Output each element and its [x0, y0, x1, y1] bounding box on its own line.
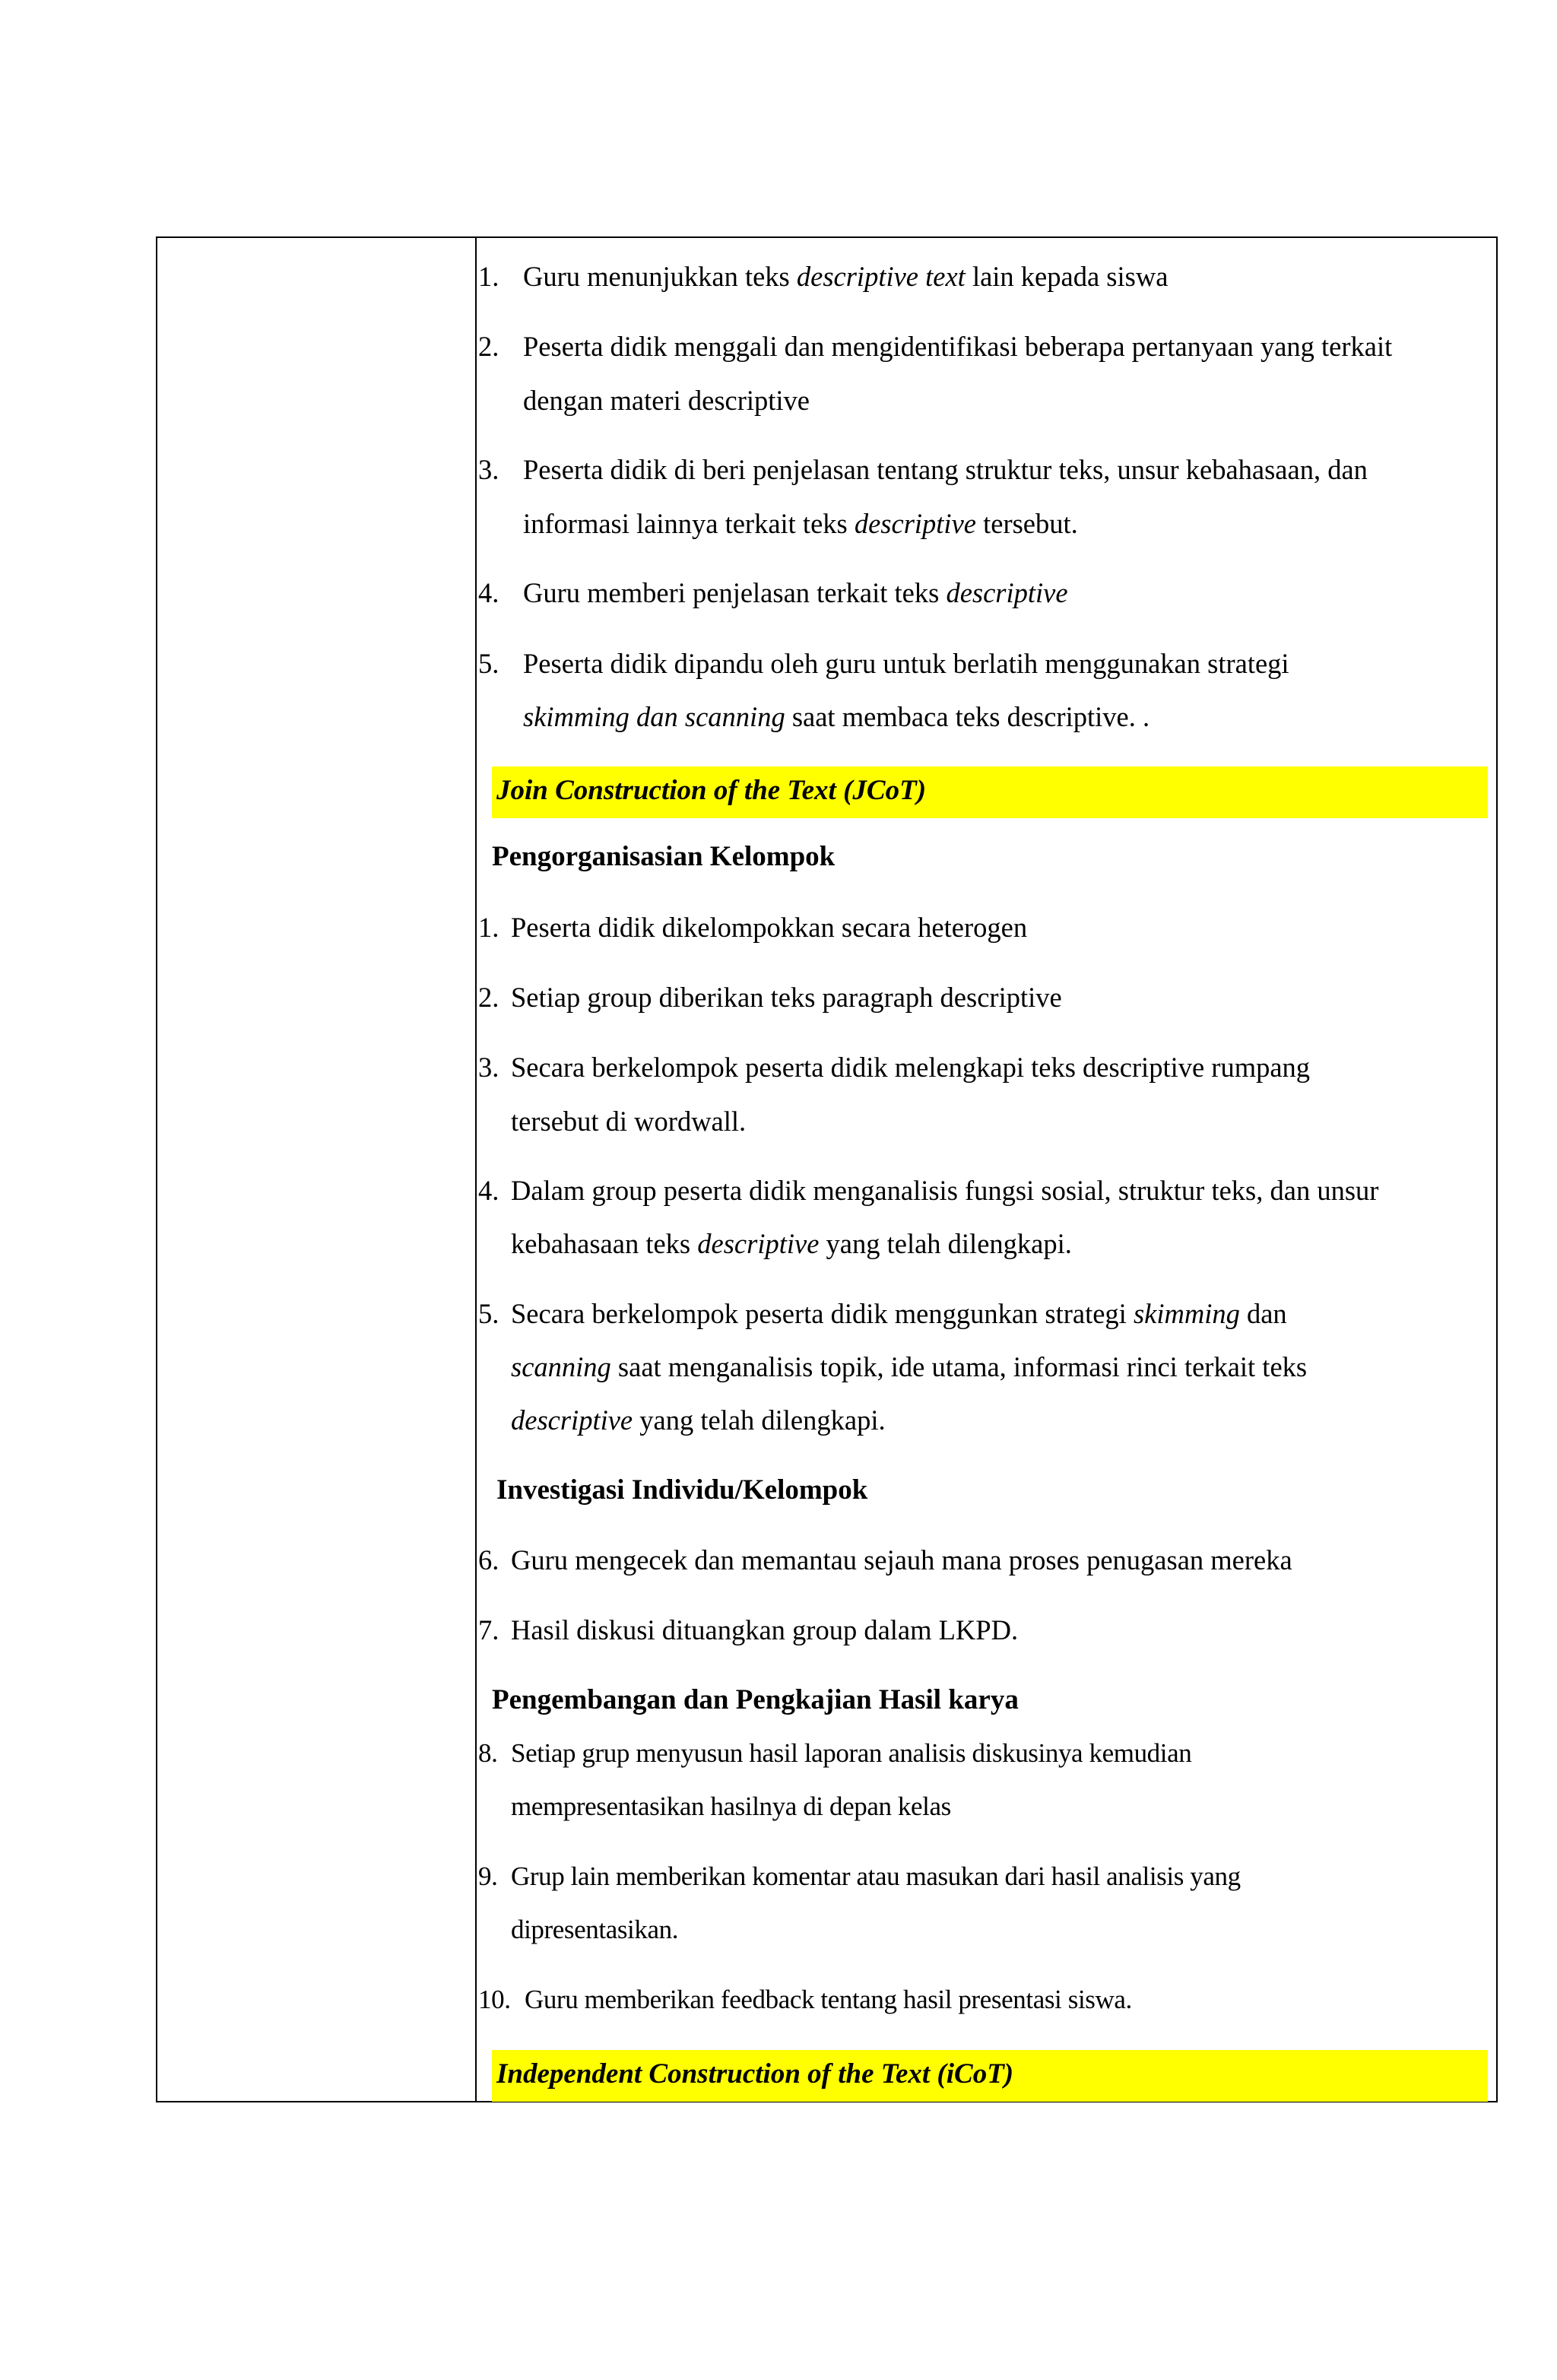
list-number: 1. — [478, 261, 499, 292]
list-item-text: tersebut di wordwall. — [511, 1106, 747, 1137]
italic-term: descriptive — [854, 508, 976, 539]
list-number: 5. — [478, 648, 499, 679]
list-number: 9. — [478, 1861, 498, 1891]
section-heading-pengembangan: Pengembangan dan Pengkajian Hasil karya — [492, 1684, 1019, 1715]
section-heading-pengorganisasian: Pengorganisasian Kelompok — [492, 841, 836, 872]
list-number: 5. — [478, 1298, 499, 1329]
list-item-text: Secara berkelompok peserta didik menggunkan strategi skimming dan — [511, 1298, 1287, 1329]
list-item-text: Guru memberi penjelasan terkait teks descriptive — [523, 577, 1068, 608]
section-heading-investigasi: Investigasi Individu/Kelompok — [496, 1474, 868, 1506]
italic-term: scanning — [511, 1351, 611, 1382]
italic-term: skimming — [1133, 1298, 1240, 1329]
list-item-text: scanning saat menganalisis topik, ide utama, informasi rinci terkait teks — [511, 1351, 1308, 1382]
jcot-highlight-bar — [492, 766, 1488, 818]
list-item-text: Secara berkelompok peserta didik melengkapi teks descriptive rumpang — [511, 1052, 1311, 1083]
list-item-text: kebahasaan teks descriptive yang telah dilengkapi. — [511, 1228, 1072, 1259]
lesson-activity-table — [156, 236, 1498, 2102]
list-number: 2. — [478, 331, 499, 362]
list-item-text: skimming dan scanning saat membaca teks descriptive. . — [523, 701, 1150, 732]
list-number: 1. — [478, 912, 499, 943]
list-item-text: Peserta didik dikelompokkan secara heterogen — [511, 912, 1028, 943]
list-item-text: Hasil diskusi dituangkan group dalam LKPD. — [511, 1614, 1019, 1645]
list-number: 6. — [478, 1544, 499, 1576]
list-number: 4. — [478, 577, 499, 608]
list-item-text: Setiap group diberikan teks paragraph descriptive — [511, 982, 1062, 1013]
list-number: 10. — [478, 1985, 511, 2014]
jcot-label: Join Construction of the Text (JCoT) — [496, 775, 927, 806]
list-item-text: Setiap grup menyusun hasil laporan analisis diskusinya kemudian — [511, 1738, 1192, 1768]
list-item-text: Guru mengecek dan memantau sejauh mana proses penugasan mereka — [511, 1544, 1292, 1576]
list-number: 3. — [478, 454, 499, 485]
italic-term: descriptive — [946, 577, 1068, 608]
list-item-text: dengan materi descriptive — [523, 385, 810, 416]
list-item-text: Guru memberikan feedback tentang hasil presentasi siswa. — [525, 1985, 1132, 2014]
list-item-text: Grup lain memberikan komentar atau masukan dari hasil analisis yang — [511, 1861, 1241, 1891]
list-number: 3. — [478, 1052, 499, 1083]
list-number: 4. — [478, 1175, 499, 1206]
list-item-text: Guru menunjukkan teks descriptive text lain kepada siswa — [523, 261, 1169, 292]
list-item-text: descriptive yang telah dilengkapi. — [511, 1404, 886, 1436]
table-right-cell — [477, 238, 1496, 2101]
list-item-text: Peserta didik dipandu oleh guru untuk berlatih menggunakan strategi — [523, 648, 1289, 679]
italic-term: descriptive — [511, 1404, 633, 1436]
list-number: 2. — [478, 982, 499, 1013]
list-item-text: Peserta didik menggali dan mengidentifikasi beberapa pertanyaan yang terkait — [523, 331, 1393, 362]
italic-term: skimming dan scanning — [523, 701, 785, 732]
list-item-text: mempresentasikan hasilnya di depan kelas — [511, 1791, 951, 1821]
icot-label: Independent Construction of the Text (iCoT) — [496, 2058, 1014, 2090]
list-item-text: informasi lainnya terkait teks descriptive tersebut. — [523, 508, 1078, 539]
list-item-text: Peserta didik di beri penjelasan tentang struktur teks, unsur kebahasaan, dan — [523, 454, 1368, 485]
list-number: 8. — [478, 1738, 498, 1768]
list-item-text: dipresentasikan. — [511, 1915, 679, 1944]
icot-highlight-bar — [492, 2050, 1488, 2102]
italic-term: descriptive text — [796, 261, 966, 292]
list-number: 7. — [478, 1614, 499, 1645]
list-item-text: Dalam group peserta didik menganalisis fungsi sosial, struktur teks, dan unsur — [511, 1175, 1379, 1206]
italic-term: descriptive — [697, 1228, 820, 1259]
table-left-cell — [157, 238, 475, 2101]
